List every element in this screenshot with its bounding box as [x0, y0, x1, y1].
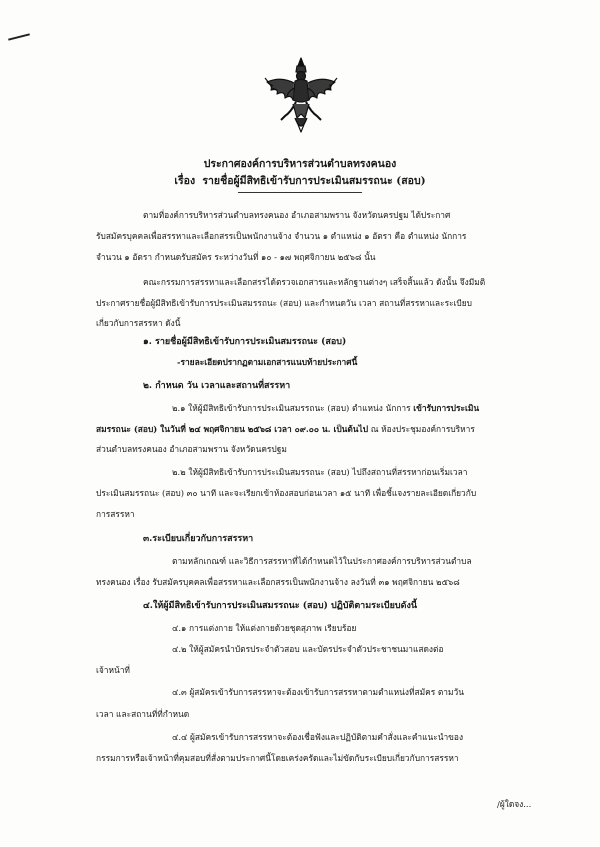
section-1-sub: -รายละเอียดปรากฏตามเอกสารแนบท้ายประกาศนี้ [177, 357, 358, 367]
section-4-item-2-line-2: เจ้าหน้าที่ [96, 665, 130, 675]
section-4-heading: ๔.ให้ผู้มีสิทธิเข้ารับการประเมินสมรรถนะ (สอบ) ปฏิบัติตามระเบียบดังนี้ [143, 601, 418, 611]
section-2-1-line-2-b: ณ ห้องประชุมองค์การบริหาร [370, 424, 475, 434]
section-2-1-line-1 [172, 402, 479, 414]
section-4-item-3-line-2: เวลา และสถานที่ที่กำหนด [96, 709, 190, 719]
section-3-line-1: ตามหลักเกณฑ์ และวิธีการสรรหาที่ได้กำหนดไว้ในประกาศองค์การบริหารส่วนตำบล [172, 556, 472, 566]
section-2-1-line-2-a: สมรรถนะ (สอบ) ในวันที่ ๒๔ พฤศจิกายน ๒๕๖๘ เวลา ๐๙.๐๐ น. เป็นต้นไป [96, 424, 369, 434]
section-2-heading: ๒. กำหนด วัน เวลาและสถานที่สรรหา [143, 381, 291, 391]
subject-label: เรื่อง [174, 175, 196, 187]
intro-line-2: รับสมัครบุคคลเพื่อสรรหาและเลือกสรรเป็นพนักงานจ้าง จำนวน ๑ ตำแหน่ง ๑ อัตรา คือ ตำแหน่ง นักการ [96, 231, 467, 241]
committee-line-1: คณะกรรมการสรรหาและเลือกสรรได้ตรวจเอกสารและหลักฐานต่างๆ เสร็จสิ้นแล้ว ดังนั้น จึงมีมติ [143, 277, 486, 287]
section-4-item-3-line-1: ๔.๓ ผู้สมัครเข้ารับการสรรหาจะต้องเข้ารับการสรรหาตามตำแหน่งที่สมัคร ตามวัน [172, 687, 464, 697]
committee-line-3: เกี่ยวกับการสรรหา ดังนี้ [96, 318, 181, 328]
section-3-line-2: ทรงคนอง เรื่อง รับสมัครบุคคลเพื่อสรรหาและเลือกสรรเป็นพนักงานจ้าง ลงวันที่ ๓๑ พฤศจิกายน ๒๕๖๘ [96, 577, 460, 587]
section-2-2-line-2: ประเมินสมรรถนะ (สอบ) ๓๐ นาที และจะเรียกเข้าห้องสอบก่อนเวลา ๑๕ นาที เพื่อชี้แจงรายละเอียดเกี่ยวกับ [96, 488, 477, 498]
section-3-heading: ๓.ระเบียบเกี่ยวกับการสรรหา [143, 534, 254, 544]
intro-line-3: จำนวน ๑ อัตรา กำหนดรับสมัคร ระหว่างวันที่ ๑๐ - ๑๗ พฤศจิกายน ๒๕๖๘ นั้น [96, 252, 376, 262]
section-2-1-line-3: ส่วนตำบลทรงคนอง อำเภอสามพราน จังหวัดนครปฐม [96, 444, 287, 454]
section-4-item-4-line-1: ๔.๔ ผู้สมัครเข้ารับการสรรหาจะต้องเชื่อฟังและปฏิบัติตามคำสั่งและคำแนะนำของ [172, 732, 464, 742]
section-2-2-line-3: การสรรหา [96, 509, 135, 519]
garuda-emblem-icon [263, 56, 339, 136]
intro-line-1: ตามที่องค์การบริหารส่วนตำบลทรงคนอง อำเภอสามพราน จังหวัดนครปฐม ได้ประกาศ [143, 210, 451, 220]
section-2-1-line-1-b: เข้ารับการประเมิน [413, 403, 480, 413]
section-1-heading: ๑. รายชื่อผู้มีสิทธิเข้ารับการประเมินสมรรถนะ (สอบ) [143, 337, 347, 347]
section-2-1-line-2 [96, 423, 475, 435]
section-4-item-4-line-2: กรรมการหรือเจ้าหน้าที่คุมสอบที่สั่งตามประกาศนี้โดยเคร่งครัดและไม่ขัดกับระเบียบเกี่ยวกับการสรรหา [96, 753, 459, 763]
committee-line-2: ประกาศรายชื่อผู้มีสิทธิเข้ารับการประเมินสมรรถนะ (สอบ) และกำหนดวัน เวลา สถานที่สรรหาและระเบียบ [96, 298, 472, 308]
page-continuation: /ผู้ใดจง... [497, 799, 532, 809]
pen-mark [8, 33, 30, 40]
section-4-item-2-line-1: ๔.๒ ให้ผู้สมัครนำบัตรประจำตัวสอบ และบัตรประจำตัวประชาชนมาแสดงต่อ [172, 644, 444, 654]
announcement-title: ประกาศองค์การบริหารส่วนตำบลทรงคนอง [203, 158, 397, 170]
subject-text: รายชื่อผู้มีสิทธิเข้ารับการประเมินสมรรถนะ (สอบ) [202, 175, 426, 187]
section-4-item-1: ๔.๑ การแต่งกาย ให้แต่งกายด้วยชุดสุภาพ เรียบร้อย [172, 623, 357, 633]
section-2-1-line-1-a: ๒.๑ ให้ผู้มีสิทธิเข้ารับการประเมินสมรรถนะ (สอบ) ตำแหน่ง นักการ [172, 403, 411, 413]
announcement-subject [0, 172, 600, 189]
section-2-2-line-1: ๒.๒ ให้ผู้มีสิทธิเข้ารับการประเมินสมรรถนะ (สอบ) ไปถึงสถานที่สรรหาก่อนเริ่มเวลา [172, 467, 468, 477]
title-divider [238, 192, 362, 193]
